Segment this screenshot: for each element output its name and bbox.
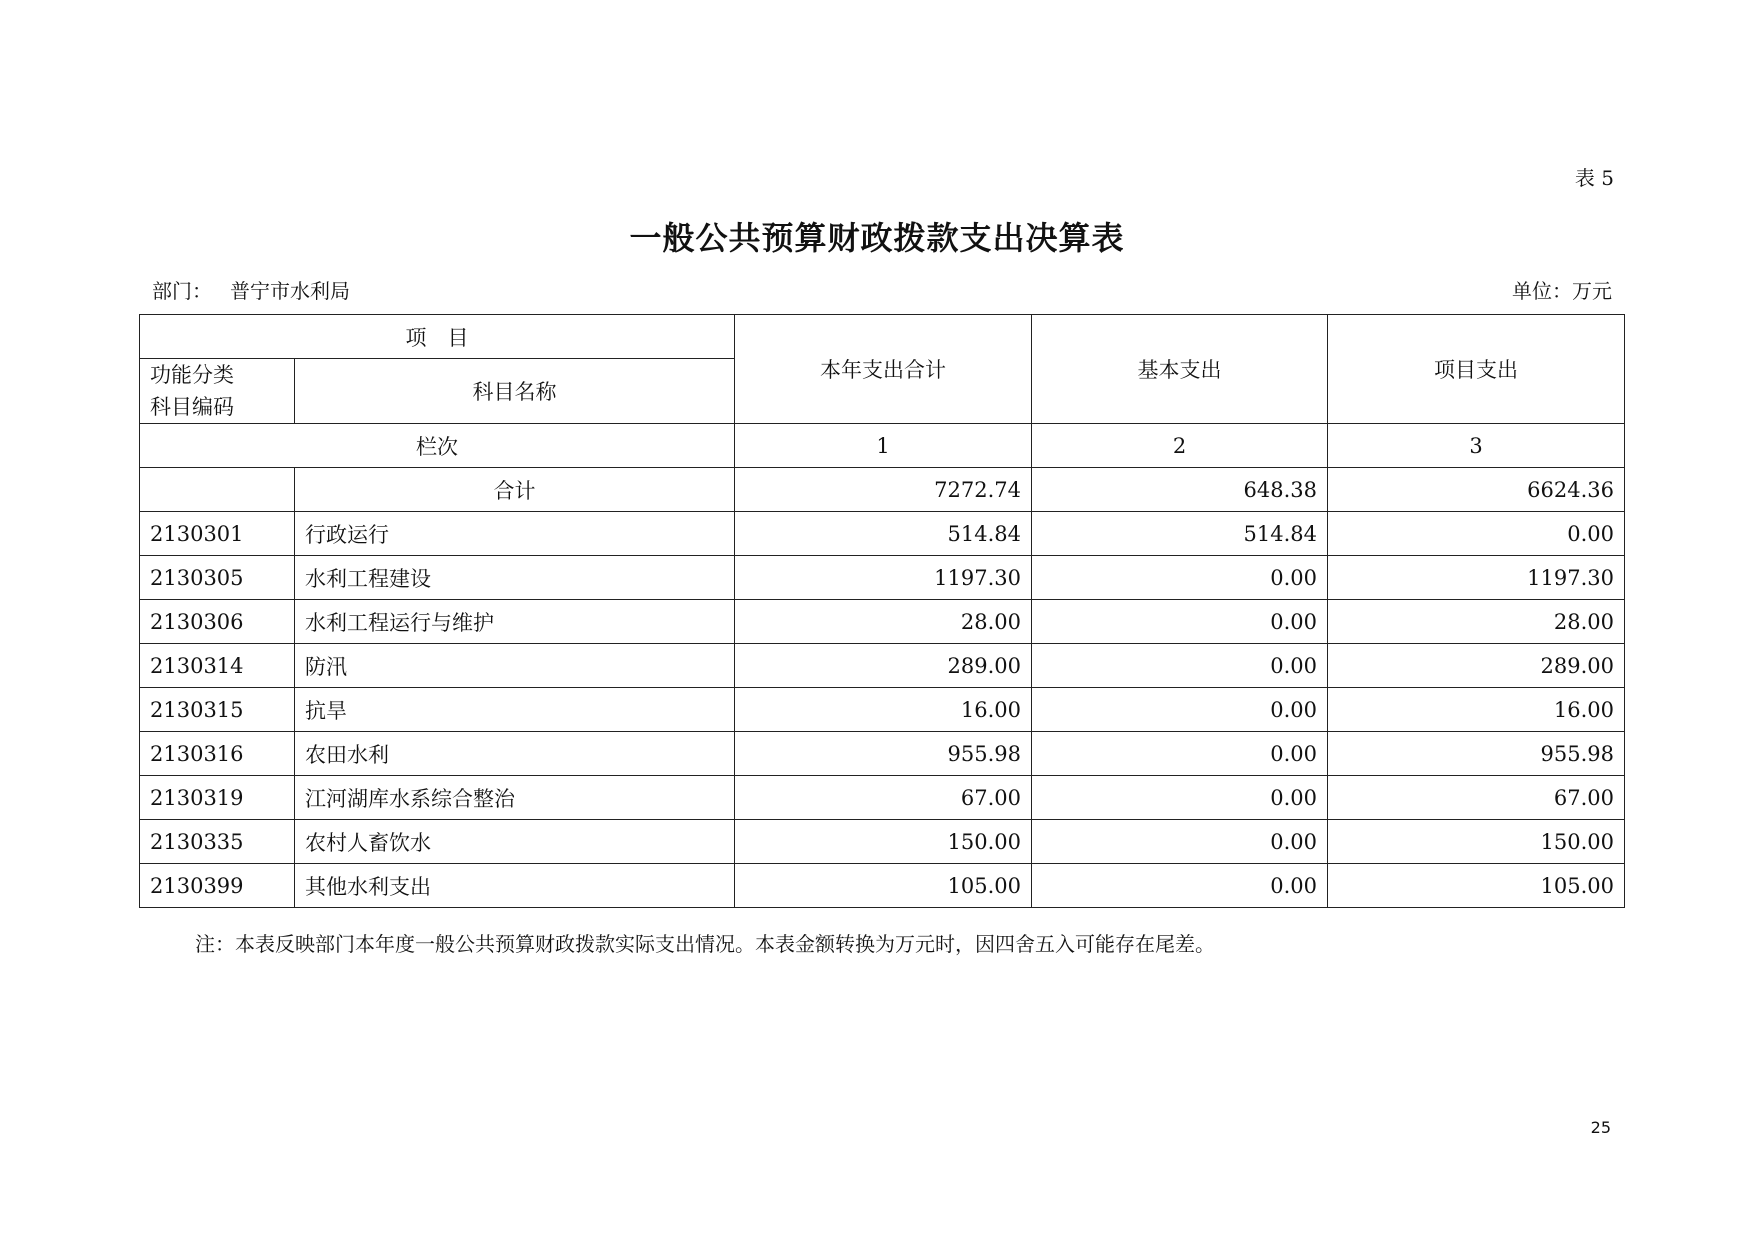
row-code: 2130306 [140, 600, 295, 644]
page-number: 25 [1590, 1118, 1611, 1137]
table-row [140, 644, 1625, 688]
row-code: 2130314 [140, 644, 295, 688]
row-code: 2130301 [140, 512, 295, 556]
row-name: 水利工程运行与维护 [295, 600, 735, 644]
page-title: 一般公共预算财政拨款支出决算表 [629, 219, 1125, 257]
row-total: 16.00 [735, 688, 1032, 732]
row-total: 514.84 [735, 512, 1032, 556]
column-index-2: 2 [1032, 424, 1328, 468]
row-total: 105.00 [735, 864, 1032, 908]
row-total: 955.98 [735, 732, 1032, 776]
row-basic: 0.00 [1032, 820, 1328, 864]
row-name: 农村人畜饮水 [295, 820, 735, 864]
row-project: 67.00 [1328, 776, 1625, 820]
table-row [140, 776, 1625, 820]
header-basic-expenditure: 基本支出 [1032, 315, 1328, 424]
column-index-3: 3 [1328, 424, 1625, 468]
department-label: 部门： [152, 279, 212, 303]
row-basic: 0.00 [1032, 776, 1328, 820]
row-code: 2130315 [140, 688, 295, 732]
header-code [140, 359, 295, 424]
row-project: 1197.30 [1328, 556, 1625, 600]
row-project: 289.00 [1328, 644, 1625, 688]
meta-row [152, 275, 1612, 304]
row-name: 水利工程建设 [295, 556, 735, 600]
row-total: 28.00 [735, 600, 1032, 644]
row-name: 农田水利 [295, 732, 735, 776]
table-note: 注：本表反映部门本年度一般公共预算财政拨款实际支出情况。本表金额转换为万元时，因四舍五入可能存在尾差。 [195, 932, 1215, 956]
totals-row [140, 468, 1625, 512]
column-index-row [140, 424, 1625, 468]
table-row [140, 556, 1625, 600]
header-row-1 [140, 315, 1625, 359]
table-row [140, 600, 1625, 644]
header-code-line2: 科目编码 [150, 395, 234, 419]
row-total: 289.00 [735, 644, 1032, 688]
header-total-expenditure: 本年支出合计 [735, 315, 1032, 424]
table-row [140, 820, 1625, 864]
table-number: 表 5 [1574, 166, 1614, 190]
row-basic: 0.00 [1032, 688, 1328, 732]
expenditure-table [139, 314, 1625, 908]
header-item: 项 目 [140, 315, 735, 359]
row-name: 江河湖库水系综合整治 [295, 776, 735, 820]
header-code-line1: 功能分类 [150, 363, 234, 387]
column-index-label: 栏次 [140, 424, 735, 468]
totals-basic: 648.38 [1032, 468, 1328, 512]
row-code: 2130399 [140, 864, 295, 908]
row-total: 150.00 [735, 820, 1032, 864]
unit-label: 单位：万元 [1512, 279, 1612, 303]
row-project: 105.00 [1328, 864, 1625, 908]
row-total: 1197.30 [735, 556, 1032, 600]
header-subject-name: 科目名称 [295, 359, 735, 424]
row-project: 955.98 [1328, 732, 1625, 776]
totals-total: 7272.74 [735, 468, 1032, 512]
totals-project: 6624.36 [1328, 468, 1625, 512]
row-basic: 0.00 [1032, 644, 1328, 688]
row-project: 28.00 [1328, 600, 1625, 644]
row-code: 2130335 [140, 820, 295, 864]
row-code: 2130305 [140, 556, 295, 600]
department-info [152, 275, 350, 304]
row-name: 防汛 [295, 644, 735, 688]
row-name: 行政运行 [295, 512, 735, 556]
row-basic: 0.00 [1032, 556, 1328, 600]
row-basic: 514.84 [1032, 512, 1328, 556]
row-code: 2130319 [140, 776, 295, 820]
row-basic: 0.00 [1032, 732, 1328, 776]
table-row [140, 864, 1625, 908]
row-project: 0.00 [1328, 512, 1625, 556]
row-name: 其他水利支出 [295, 864, 735, 908]
header-project-expenditure: 项目支出 [1328, 315, 1625, 424]
totals-label: 合计 [295, 468, 735, 512]
row-basic: 0.00 [1032, 600, 1328, 644]
row-project: 150.00 [1328, 820, 1625, 864]
table-row [140, 732, 1625, 776]
department-name: 普宁市水利局 [230, 279, 350, 303]
row-total: 67.00 [735, 776, 1032, 820]
row-project: 16.00 [1328, 688, 1625, 732]
row-name: 抗旱 [295, 688, 735, 732]
table-row [140, 512, 1625, 556]
column-index-1: 1 [735, 424, 1032, 468]
row-basic: 0.00 [1032, 864, 1328, 908]
row-code: 2130316 [140, 732, 295, 776]
totals-code [140, 468, 295, 512]
table-row [140, 688, 1625, 732]
